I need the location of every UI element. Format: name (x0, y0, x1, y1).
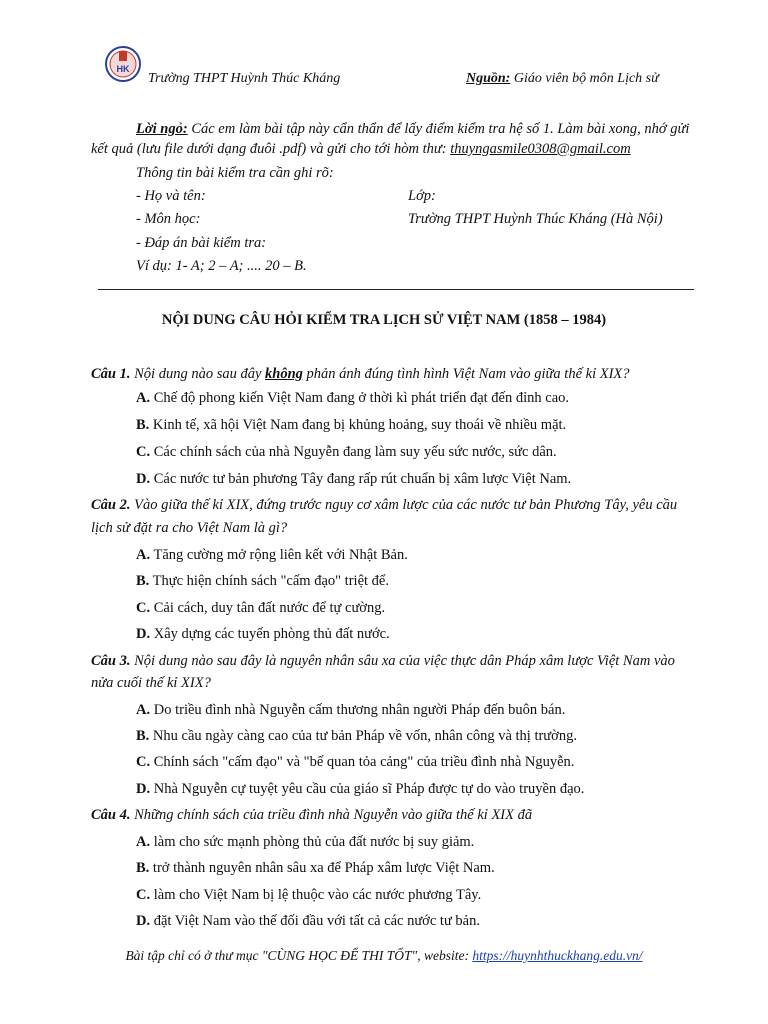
option-4b[interactable] (136, 860, 495, 877)
option-1d[interactable] (136, 471, 571, 488)
question-text: Nội dung nào sau đây (130, 366, 266, 382)
option-4c[interactable] (136, 887, 481, 904)
school-field: Trường THPT Huỳnh Thúc Kháng (Hà Nội) (408, 211, 663, 227)
question-1 (91, 366, 630, 383)
answer-example: Ví dụ: 1- A; 2 – A; .... 20 – B. (136, 258, 307, 274)
class-field: Lớp: (408, 188, 436, 204)
option-letter: D. (136, 626, 151, 642)
source-value: Giáo viên bộ môn Lịch sử (510, 71, 659, 86)
intro-line1 (136, 121, 689, 138)
option-1a[interactable] (136, 390, 569, 407)
option-letter: B. (136, 860, 150, 876)
info-title: Thông tin bài kiểm tra cần ghi rõ: (136, 165, 334, 181)
option-2b[interactable] (136, 573, 389, 590)
intro-line2 (91, 141, 631, 158)
option-text: Chính sách "cấm đạo" và "bế quan tỏa cảng" của triều đình nhà Nguyễn. (150, 754, 575, 770)
question-text: Những chính sách của triều đình nhà Nguyễn vào giữa thế kỉ XIX đã (130, 807, 533, 823)
school-name: Trường THPT Huỳnh Thúc Kháng (148, 71, 341, 86)
option-text: Nhà Nguyễn cự tuyệt yêu cầu của giáo sĩ Pháp được tự do vào truyền đạo. (150, 781, 585, 797)
greeting-label: Lời ngỏ: (136, 121, 188, 137)
question-label: Câu 2. (91, 497, 131, 513)
question-3-cont: nửa cuối thế kỉ XIX? (91, 675, 211, 691)
option-letter: C. (136, 887, 151, 903)
email-link[interactable]: thuyngasmile0308@gmail.com (450, 141, 631, 157)
question-2-cont: lịch sử đặt ra cho Việt Nam là gì? (91, 520, 288, 536)
option-2a[interactable] (136, 547, 408, 564)
footer-link[interactable]: https://huynhthuckhang.edu.vn/ (472, 948, 643, 963)
option-letter: B. (136, 417, 150, 433)
question-4 (91, 807, 532, 824)
option-2c[interactable] (136, 600, 385, 617)
divider (98, 289, 694, 290)
question-3 (91, 653, 675, 670)
option-text: Tăng cường mở rộng liên kết với Nhật Bản. (150, 547, 408, 563)
option-letter: A. (136, 547, 151, 563)
option-4a[interactable] (136, 834, 474, 851)
option-text: Thực hiện chính sách "cấm đạo" triệt để. (149, 573, 389, 589)
option-letter: A. (136, 390, 151, 406)
source-line (466, 71, 659, 87)
question-2 (91, 497, 677, 514)
option-text: Nhu cầu ngày càng cao của tư bản Pháp về vốn, nhân công và thị trường. (149, 728, 577, 744)
option-letter: D. (136, 781, 151, 797)
source-label: Nguồn: (466, 71, 511, 86)
option-text: đặt Việt Nam vào thế đối đầu với tất cả các nước tư bản. (150, 913, 480, 929)
question-label: Câu 4. (91, 807, 131, 823)
option-3c[interactable] (136, 754, 574, 771)
name-field: - Họ và tên: (136, 188, 206, 204)
option-letter: C. (136, 600, 151, 616)
question-label: Câu 3. (91, 653, 131, 669)
intro-text-2: kết quả (lưu file dưới dạng đuôi .pdf) và gửi cho tới hòm thư: (91, 141, 451, 157)
option-text: làm cho Việt Nam bị lệ thuộc vào các nước phương Tây. (150, 887, 482, 903)
option-letter: A. (136, 834, 151, 850)
option-letter: D. (136, 471, 151, 487)
option-text: Cải cách, duy tân đất nước để tự cường. (150, 600, 386, 616)
school-logo (104, 45, 142, 83)
question-emphasis: không (265, 366, 303, 382)
option-4d[interactable] (136, 913, 480, 930)
option-3b[interactable] (136, 728, 577, 745)
option-letter: B. (136, 728, 150, 744)
question-text: Vào giữa thế kỉ XIX, đứng trước nguy cơ xâm lược của các nước tư bản Phương Tây, yêu cầu (130, 497, 678, 513)
page-title: NỘI DUNG CÂU HỎI KIỂM TRA LỊCH SỬ VIỆT NAM (1858 – 1984) (161, 312, 607, 328)
footer-text: Bài tập chỉ có ở thư mục "CÙNG HỌC ĐỂ THI TỐT", website: (125, 948, 473, 963)
option-text: làm cho sức mạnh phòng thủ của đất nước bị suy giảm. (150, 834, 475, 850)
intro-text-1: Các em làm bài tập này cẩn thẩn để lấy điểm kiểm tra hệ số 1. Làm bài xong, nhớ gửi (187, 121, 690, 137)
option-1c[interactable] (136, 444, 557, 461)
option-letter: C. (136, 444, 151, 460)
option-3d[interactable] (136, 781, 584, 798)
option-3a[interactable] (136, 702, 565, 719)
logo-text: HK (116, 64, 130, 74)
option-letter: A. (136, 702, 151, 718)
question-text: Nội dung nào sau đây là nguyên nhân sâu xa của việc thực dân Pháp xâm lược Việt Nam vào (130, 653, 675, 669)
option-text: Các chính sách của nhà Nguyễn đang làm suy yếu sức nước, sức dân. (150, 444, 557, 460)
answer-field: - Đáp án bài kiểm tra: (136, 235, 267, 251)
question-text: phản ánh đúng tình hình Việt Nam vào giữa thế kỉ XIX? (302, 366, 630, 382)
option-letter: C. (136, 754, 151, 770)
option-text: Các nước tư bản phương Tây đang rấp rút chuẩn bị xâm lược Việt Nam. (150, 471, 572, 487)
option-text: Kinh tế, xã hội Việt Nam đang bị khủng hoảng, suy thoái về nhiều mặt. (149, 417, 567, 433)
option-letter: B. (136, 573, 150, 589)
option-2d[interactable] (136, 626, 390, 643)
option-text: Do triều đình nhà Nguyễn cấm thương nhân người Pháp đến buôn bán. (150, 702, 566, 718)
option-letter: D. (136, 913, 151, 929)
question-label: Câu 1. (91, 366, 131, 382)
option-1b[interactable] (136, 417, 566, 434)
option-text: trở thành nguyên nhân sâu xa để Pháp xâm lược Việt Nam. (149, 860, 495, 876)
page-footer (0, 948, 768, 964)
option-text: Xây dựng các tuyến phòng thủ đất nước. (150, 626, 390, 642)
subject-field: - Môn học: (136, 211, 201, 227)
option-text: Chế độ phong kiến Việt Nam đang ở thời kì phát triển đạt đến đỉnh cao. (150, 390, 570, 406)
